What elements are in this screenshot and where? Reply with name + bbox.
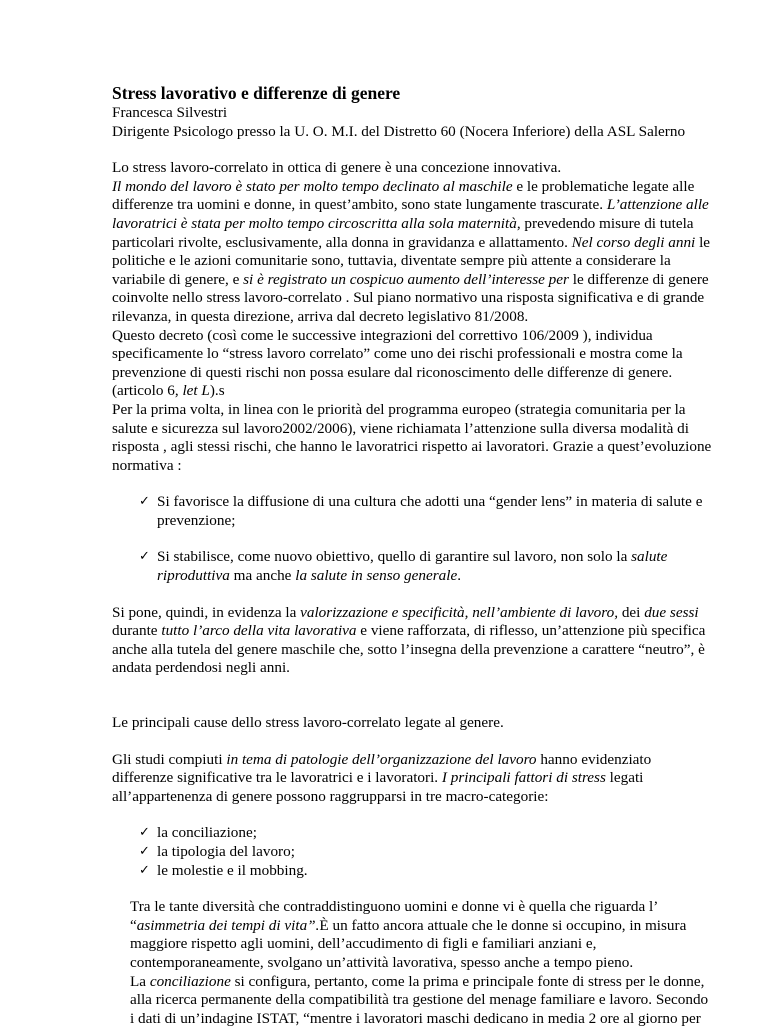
section-heading: Le principali cause dello stress lavoro-correlato legate al genere. xyxy=(112,714,504,732)
intro-paragraph: Lo stress lavoro-correlato in ottica di genere è una concezione innovativa. Il mondo del lavoro è stato per molto tempo declinato al maschile e le problematiche legate alle differenze tra uomini e donne, in quest’ambito, sono state lungamente trascurate. L’attenzione alle lavoratrici è stata per molto tempo circoscritta alla sola maternità, prevedendo misure di tutela particolari rivolte, esclusivamente, alla donna in gravidanza e allattamento. Nel corso degli anni le politiche e le azioni comunitarie sono, tuttavia, diventate sempre più attente a considerare la variabile di genere, e si è registrato un cospicuo aumento dell’interesse per le differenze di genere coinvolte nello stress lavoro-correlato . Sul piano normativo una risposta significativa e di grande rilevanza, in questa direzione, arriva dal decreto legislativo 81/2008. xyxy=(112,159,711,325)
list-item: ✓ le molestie e il mobbing. xyxy=(139,861,308,879)
asimmetria-paragraph: Tra le tante diversità che contraddistinguono uomini e donne vi è quella che riguarda l’ “asimmetria dei tempi di vita”.È un fatto ancora attuale che le donne si occupino, in misura maggiore rispetto agli uomini, dell’accudimento di figli e familiari anziani e, contemporaneamente, svolgano un’attività lavorativa, spesso anche a tempo pieno. xyxy=(130,898,687,971)
check-icon: ✓ xyxy=(139,549,150,565)
check-icon: ✓ xyxy=(139,825,150,841)
document-page xyxy=(112,82,712,1028)
check-list-1 xyxy=(112,493,712,585)
decreto-paragraph: Questo decreto (così come le successive integrazioni del correttivo 106/2009 ), individua specificamente lo “stress lavoro correlato” come uno dei rischi professionali e mostra come la prevenzione di questi rischi non possa esulare dal riconoscimento delle differenze di genere. (articolo 6, let L).s xyxy=(112,326,683,400)
author-role: Dirigente Psicologo presso la U. O. M.I. del Distretto 60 (Nocera Inferiore) della ASL Salerno xyxy=(112,122,686,140)
list-item: ✓ la conciliazione; xyxy=(139,824,257,842)
check-list-2 xyxy=(112,824,712,880)
document-title: Stress lavorativo e differenze di genere xyxy=(112,83,401,103)
evidenza-paragraph: Si pone, quindi, in evidenza la valorizzazione e specificità, nell’ambiente di lavoro, dei due sessi durante tutto l’arco della vita lavorativa e viene rafforzata, di riflesso, un’attenzione più specifica anche alla tutela del genere maschile che, sotto l’insegna della prevenzione a carattere “neutro”, è andata perdendosi negli anni. xyxy=(112,603,706,677)
conciliazione-paragraph: La conciliazione si configura, pertanto, come la prima e principale fonte di stress per le donne, alla ricerca permanente della compatibilità tra gestione del menage familiare e lavoro. Secondo i dati di un’indagine ISTAT, “mentre i lavoratori maschi dedicano in media 2 ore al giorno per xyxy=(130,972,709,1027)
list-item: ✓ Si favorisce la diffusione di una cultura che adotti una “gender lens” in materia di salute e prevenzione; xyxy=(139,493,703,529)
europeo-paragraph: Per la prima volta, in linea con le priorità del programma europeo (strategia comunitaria per la salute e sicurezza sul lavoro2002/2006), viene richiamata l’attenzione sulla diversa modalità di risposta , agli stessi rischi, che hanno le lavoratrici rispetto ai lavoratori. Grazie a quest’evoluzione normativa : xyxy=(112,400,712,474)
indented-block xyxy=(112,898,712,1028)
author-name: Francesca Silvestri xyxy=(112,104,228,121)
check-icon: ✓ xyxy=(139,862,150,878)
list-item: ✓ Si stabilisce, come nuovo obiettivo, quello di garantire sul lavoro, non solo la salute riproduttiva ma anche la salute in senso generale. xyxy=(139,548,668,585)
check-icon: ✓ xyxy=(139,844,150,859)
list-item: ✓ la tipologia del lavoro; xyxy=(139,843,295,860)
check-icon: ✓ xyxy=(139,494,150,510)
studi-paragraph: Gli studi compiuti in tema di patologie dell’organizzazione del lavoro hanno evidenziato differenze significative tra le lavoratrici e i lavoratori. I principali fattori di stress legati all’appartenenza di genere possono raggrupparsi in tre macro-categorie: xyxy=(112,750,652,805)
